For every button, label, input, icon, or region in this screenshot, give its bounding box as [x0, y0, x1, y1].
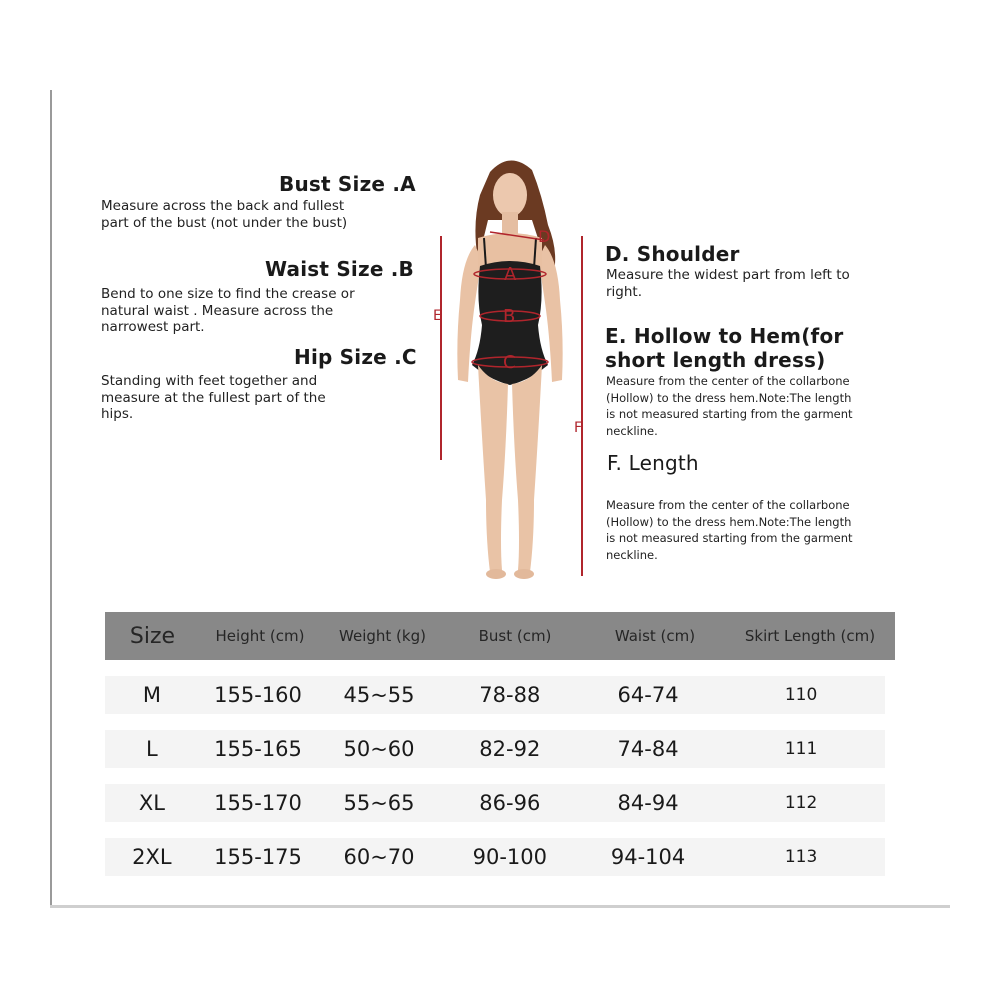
bust-size-description: Measure across the back and fullest part of the bust (not under the bust) [101, 198, 348, 231]
cell-waist: 64-74 [617, 683, 679, 707]
length-title: F. Length [607, 451, 699, 475]
label-d: D [538, 227, 551, 246]
header-bust: Bust (cm) [478, 627, 552, 645]
waist-size-title: Waist Size .B [265, 257, 414, 281]
cell-weight: 50~60 [343, 737, 415, 761]
cell-skirt-length: 112 [784, 793, 818, 813]
cell-size: L [146, 737, 158, 761]
cell-weight: 45~55 [343, 683, 415, 707]
table-header [105, 612, 895, 660]
frame-left-border [50, 90, 52, 908]
header-skirt-length: Skirt Length (cm) [744, 627, 876, 645]
hip-size-description: Standing with feet together and measure at the fullest part of the hips. [101, 373, 326, 422]
header-size: Size [129, 623, 176, 649]
shoulder-title: D. Shoulder [605, 242, 740, 266]
table-row [105, 784, 885, 822]
cell-bust: 86-96 [479, 791, 541, 815]
cell-bust: 82-92 [479, 737, 541, 761]
cell-skirt-length: 111 [784, 739, 818, 759]
hollow-to-hem-title: E. Hollow to Hem(for short length dress) [605, 324, 844, 372]
cell-waist: 84-94 [617, 791, 679, 815]
header-height: Height (cm) [215, 627, 305, 645]
cell-skirt-length: 110 [784, 685, 818, 705]
cell-bust: 90-100 [472, 845, 548, 869]
header-waist: Waist (cm) [614, 627, 696, 645]
cell-height: 155-160 [214, 683, 302, 707]
size-chart-table [105, 612, 895, 876]
label-a: A [504, 264, 517, 285]
cell-bust: 78-88 [479, 683, 541, 707]
header-weight: Weight (kg) [339, 627, 426, 645]
label-f: F [574, 420, 583, 436]
table-row [105, 838, 885, 876]
cell-height: 155-165 [214, 737, 302, 761]
label-c: C [503, 352, 516, 373]
cell-waist: 94-104 [610, 845, 686, 869]
label-b: B [503, 306, 516, 327]
cell-weight: 60~70 [343, 845, 415, 869]
cell-weight: 55~65 [343, 791, 415, 815]
model-figure-illustration [420, 150, 600, 590]
cell-height: 155-170 [214, 791, 302, 815]
hip-size-title: Hip Size .C [294, 345, 417, 369]
length-description: Measure from the center of the collarbone (Hollow) to the dress hem.Note:The length is not measured starting from the garment neckline. [606, 498, 853, 562]
bust-size-title: Bust Size .A [279, 172, 416, 196]
frame-bottom-border [50, 905, 950, 908]
cell-size: M [142, 683, 161, 707]
cell-skirt-length: 113 [784, 847, 818, 867]
hollow-to-hem-description: Measure from the center of the collarbone (Hollow) to the dress hem.Note:The length is not measured starting from the garment neckline. [606, 374, 853, 438]
shoulder-description: Measure the widest part from left to right. [606, 267, 850, 300]
table-row [105, 676, 885, 714]
cell-waist: 74-84 [617, 737, 679, 761]
cell-height: 155-175 [214, 845, 302, 869]
table-row [105, 730, 885, 768]
cell-size: 2XL [132, 845, 172, 869]
cell-size: XL [138, 791, 165, 815]
waist-size-description: Bend to one size to find the crease or natural waist . Measure across the narrowest part. [101, 286, 355, 335]
label-e: E [433, 308, 442, 324]
